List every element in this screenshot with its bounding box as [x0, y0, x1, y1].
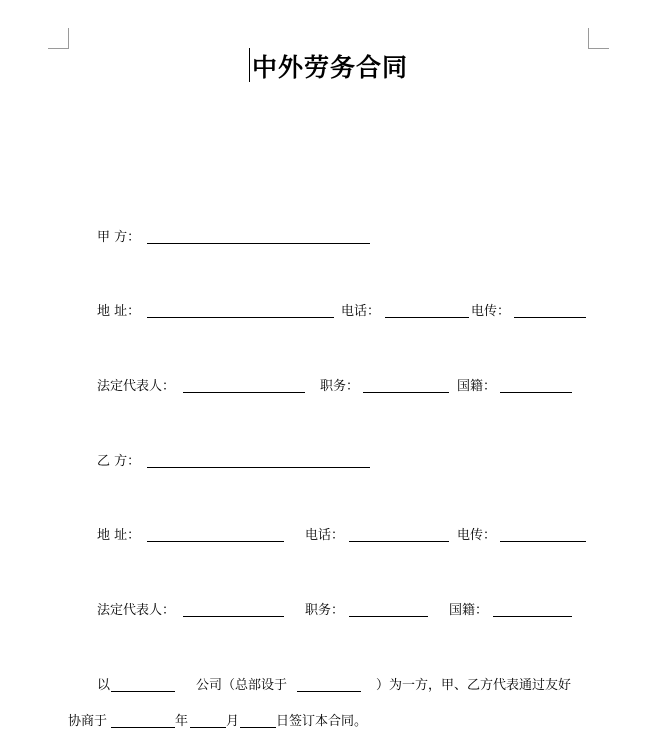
intro-year-label: 年 — [175, 714, 189, 729]
intro-party-blank[interactable] — [111, 691, 175, 692]
intro-month-label: 月 — [226, 714, 240, 729]
intro-rest-text: ）为一方，甲、乙方代表通过友好 — [376, 678, 572, 693]
page-corner-mark-top-right — [588, 28, 609, 49]
party-b-nationality-blank[interactable] — [493, 616, 572, 617]
intro-day-blank[interactable] — [240, 727, 276, 728]
party-b-address-blank[interactable] — [147, 541, 284, 542]
party-b-rep-label: 法定代表人： — [97, 603, 176, 618]
intro-prefix: 以 — [97, 678, 111, 693]
party-b-rep-blank[interactable] — [183, 616, 284, 617]
party-b-position-label: 职务： — [305, 603, 345, 618]
intro-company-text: 公司（总部设于 — [196, 678, 288, 693]
party-b-fax-label: 电传： — [457, 528, 497, 543]
party-a-nationality-label: 国籍： — [457, 379, 497, 394]
party-a-phone-label: 电话： — [341, 304, 381, 319]
party-a-rep-blank[interactable] — [183, 392, 305, 393]
party-a-address-label: 地 址： — [97, 304, 141, 319]
party-b-phone-blank[interactable] — [349, 541, 449, 542]
party-b-nationality-label: 国籍： — [449, 603, 489, 618]
document-title: 中外劳务合同 — [251, 53, 408, 82]
party-b-position-blank[interactable] — [349, 616, 428, 617]
party-a-address-blank[interactable] — [147, 317, 334, 318]
intro-line2-prefix: 协商于 — [68, 714, 108, 729]
page-corner-mark-top-left — [48, 28, 69, 49]
party-b-fax-blank[interactable] — [500, 541, 586, 542]
party-a-name-blank[interactable] — [147, 243, 370, 244]
party-a-rep-label: 法定代表人： — [97, 379, 176, 394]
document-title-container — [0, 48, 660, 84]
party-a-position-label: 职务： — [320, 379, 360, 394]
intro-day-rest-text: 日签订本合同。 — [276, 714, 368, 729]
party-b-address-label: 地 址： — [97, 528, 141, 543]
party-b-phone-label: 电话： — [305, 528, 345, 543]
party-b-name-blank[interactable] — [147, 467, 370, 468]
party-a-phone-blank[interactable] — [385, 317, 469, 318]
party-b-name-label: 乙 方： — [97, 454, 141, 469]
intro-month-blank[interactable] — [190, 727, 226, 728]
text-cursor — [249, 48, 250, 82]
intro-year-blank[interactable] — [111, 727, 175, 728]
party-a-position-blank[interactable] — [363, 392, 449, 393]
party-a-fax-blank[interactable] — [514, 317, 586, 318]
intro-hq-blank[interactable] — [297, 691, 361, 692]
party-a-nationality-blank[interactable] — [500, 392, 572, 393]
party-a-fax-label: 电传： — [471, 304, 511, 319]
party-a-name-label: 甲 方： — [97, 230, 141, 245]
